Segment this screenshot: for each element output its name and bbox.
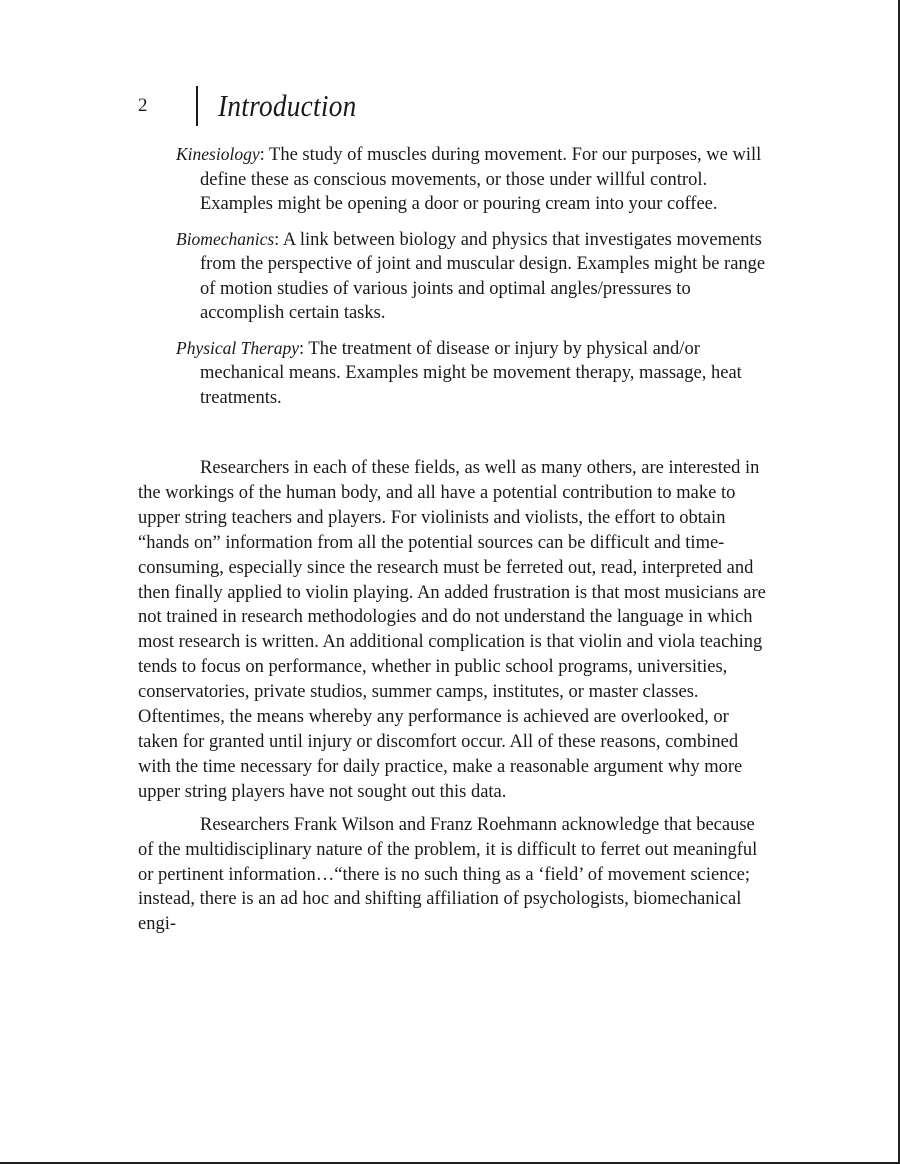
definition-kinesiology [176,142,776,217]
definition-text: : A link between biology and physics that investigates movements from the perspective of joint and muscular design. Examples might be range of motion studies of various joints and optimal angles/pressures to accomplish certain tasks. [200,229,766,323]
definition-physical-therapy [176,336,776,411]
definition-term: Kinesiology [176,144,260,164]
definition-list [176,142,776,420]
page-number: 2 [138,95,148,116]
body-text [138,456,768,945]
definition-text: : The treatment of disease or injury by physical and/or mechanical means. Examples might be movement therapy, massage, heat treatments. [200,338,742,408]
running-head [138,84,375,128]
chapter-title: Introduction [218,88,357,123]
definition-text: : The study of muscles during movement. For our purposes, we will define these as conscious movements, or those under willful control. Examples might be opening a door or pouring cream into your coffee. [200,145,762,214]
definition-biomechanics [176,227,776,326]
paragraph: Researchers in each of these fields, as well as many others, are interested in the workings of the human body, and all have a potential contribution to make to upper string teachers and players. For violinists and violists, the effort to obtain “hands on” information from all the potential sources can be difficult and time-consuming, especially since the research must be ferreted out, read, interpreted and then finally applied to violin playing. An added frustration is that most musicians are not trained in research methodologies and do not understand the language in which most research is written. An additional complication is that violin and viola teaching tends to focus on performance, whether in public school programs, universities, conservatories, private studios, summer camps, institutes, or master classes. Oftentimes, the means whereby any performance is achieved are overlooked, or taken for granted until injury or discomfort occur. All of these reasons, combined with the time necessary for daily practice, make a reasonable argument why more upper string players have not sought out this data. [138,458,766,802]
definition-term: Physical Therapy [176,337,299,358]
definition-term: Biomechanics [176,228,275,249]
header-divider [196,86,198,126]
paragraph: Researchers Frank Wilson and Franz Roehmann acknowledge that because of the multidisciplinary nature of the problem, it is difficult to ferret out meaningful or pertinent information…“there is no such thing as a ‘field’ of movement science; instead, there is an ad hoc and shifting affiliation of psychologists, biomechanical engi- [138,814,758,935]
